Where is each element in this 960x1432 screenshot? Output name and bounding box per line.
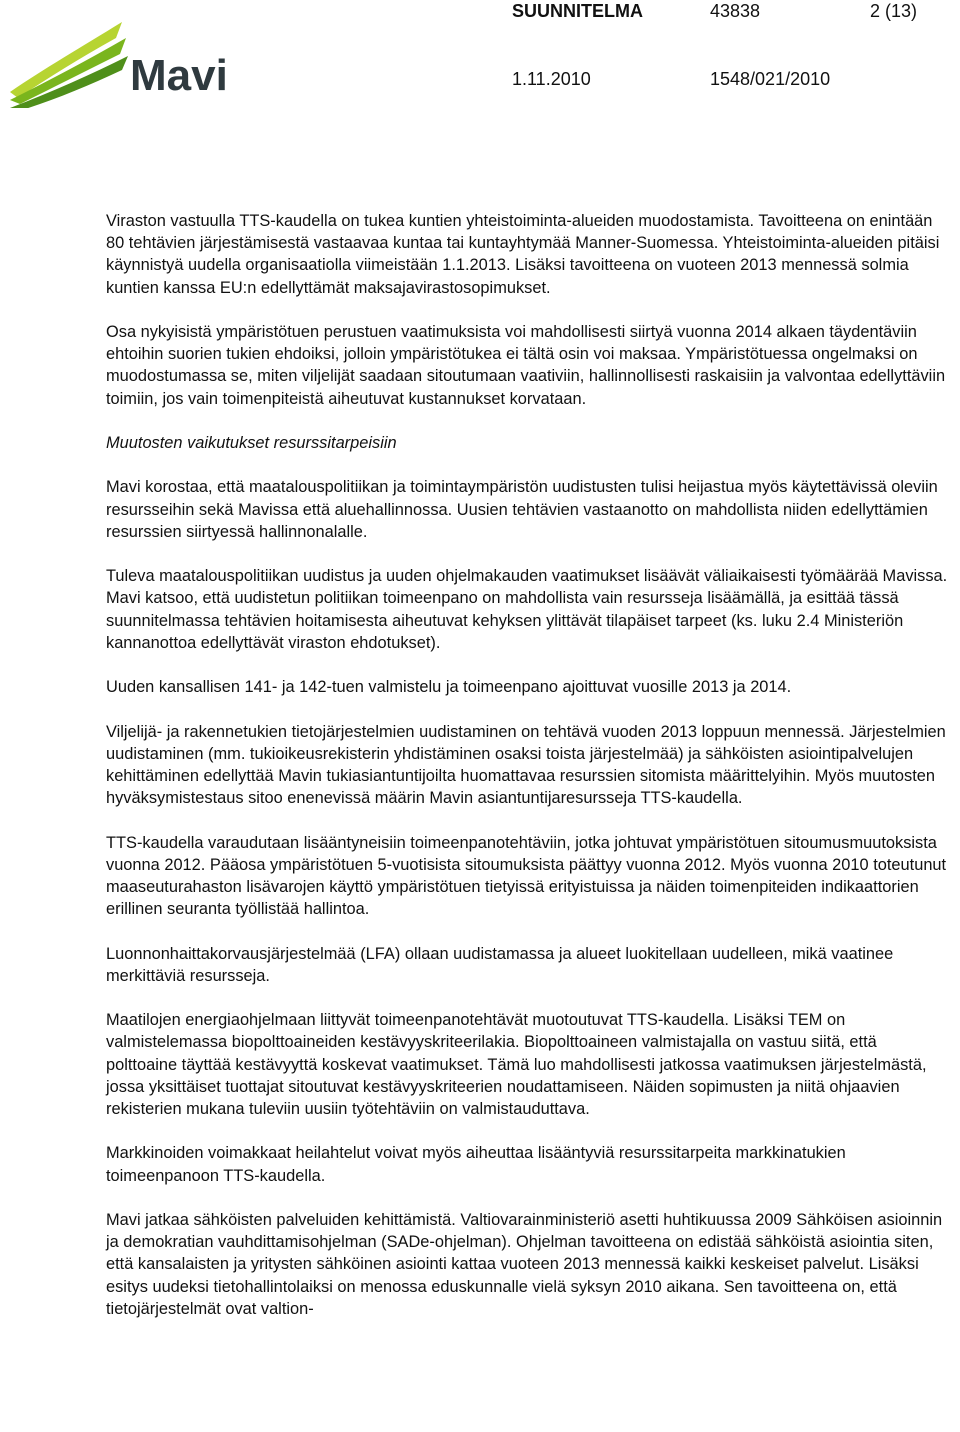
logo-text: Mavi [130, 51, 228, 100]
paragraph: Mavi korostaa, että maatalouspolitiikan ja toimintaympäristön uudistusten tulisi heijastua myös käytettävissä oleviin resursseihin sekä Mavissa että aluehallinnossa. Uusien tehtävien vastaanotto on mahdollista niiden edellyttämien resurssien siirtyessä hallinnonalalle. [106, 478, 938, 541]
document-reference: 1548/021/2010 [710, 69, 831, 89]
paragraph: Maatilojen energiaohjelmaan liittyvät toimeenpanotehtävät muotoutuvat TTS-kaudella. Lisäksi TEM on valmistelemassa biopolttoaineiden kestävyyskriteerilakia. Biopolttoaineen valmistajalla on vastuu siitä, että polttoaine täyttää kestävyyttä koskevat vaatimukset. Tämä luo mahdollisesti jatkossa vaatimuksen järjestelmästä, jossa yksittäiset tuottajat sitoutuvat kestävyyskriteerien noudattamiseen. Näiden sopimusten ja niitä ohjaavien rekisterien mukana tuleviin uusiin työtehtäviin on valmistauduttava. [106, 1011, 927, 1118]
mavi-logo [0, 8, 240, 108]
document-number: 43838 [710, 1, 761, 21]
section-heading: Muutosten vaikutukset resurssitarpeisiin [106, 434, 397, 452]
paragraph: Mavi jatkaa sähköisten palveluiden kehittämistä. Valtiovarainministeriö asetti huhtikuussa 2009 Sähköisen asioinnin ja demokratian vauhdittamisohjelman (SADe-ohjelman). Ohjelman tavoitteena on edistää sähköistä asiointia siten, että kansalaisten ja yritysten sähköinen asiointi kattaa vuoteen 2013 mennessä kaikki keskeiset palvelut. Lisäksi esitys uudeksi tietohallintolaiksi on menossa eduskunnalle vielä syksyn 2010 aikana. Sen tavoitteena on, että tietojärjestelmät ovat valtion- [106, 1210, 943, 1318]
page-number: 2 (13) [870, 1, 918, 21]
document-body [106, 210, 952, 1342]
paragraph: Markkinoiden voimakkaat heilahtelut voivat myös aiheuttaa lisääntyviä resurssitarpeita markkinatukien toimeenpanoon TTS-kaudella. [106, 1144, 846, 1185]
paragraph: Viljelijä- ja rakennetukien tietojärjestelmien uudistaminen on tehtävä vuoden 2013 loppuun mennessä. Järjestelmien uudistaminen (mm. tukioikeusrekisterin yhdistäminen osaksi toista järjestelmää) ja sähköisten asiointipalvelujen kehittäminen edellyttää Mavin tukiasiantuntijoilta huomattavaa resurssien sitomista määrittelyihin. Myös muutosten hyväksymistestaus sitoo enenevissä määrin Mavin asiantuntijaresursseja TTS-kaudella. [106, 722, 946, 808]
paragraph: Tuleva maatalouspolitiikan uudistus ja uuden ohjelmakauden vaatimukset lisäävät väliaikaisesti työmäärää Mavissa. Mavi katsoo, että uudistetun politiikan toimeenpano on mahdollista vain resursseja lisäämällä, ja esittää tässä suunnitelmassa tehtävien hoitamisesta aiheutuvat kehyksen ylittävät tilapäiset tarpeet (ks. luku 2.4 Ministeriön kannanottoa edellyttävät viraston ehdotukset). [106, 567, 948, 652]
document-date: 1.11.2010 [512, 69, 591, 89]
paragraph: Uuden kansallisen 141- ja 142-tuen valmistelu ja toimeenpano ajoittuvat vuosille 2013 ja 2014. [106, 678, 792, 697]
paragraph: Osa nykyisistä ympäristötuen perustuen vaatimuksista voi mahdollisesti siirtyä vuonna 2014 alkaen täydentäviin ehtoihin suorien tukien ehdoiksi, jolloin ympäristötukea ei tältä osin voi maksaa. Ympäristötuessa ongelmaksi on muodostumassa se, miten viljelijät saadaan sitoutumaan vaativiin, hallinnollisesti raskaisiin ja valvontaa edellyttäviin toimiin, jos vain toimenpiteistä aiheutuvat kustannukset korvataan. [106, 323, 946, 408]
paragraph: Luonnonhaittakorvausjärjestelmää (LFA) ollaan uudistamassa ja alueet luokitellaan uudelleen, mikä vaatinee merkittäviä resursseja. [106, 944, 894, 985]
paragraph: Viraston vastuulla TTS-kaudella on tukea kuntien yhteistoiminta-alueiden muodostamista. Tavoitteena on enintään 80 tehtävien järjestämisestä vastaavaa kuntaa tai kuntayhtymää Manner-Suomessa. Yhteistoiminta-alueiden pitäisi käynnistyä uudella organisaatiolla viimeistään 1.1.2013. Lisäksi tavoitteena on vuoteen 2013 mennessä solmia kuntien kanssa EU:n edellyttämät maksajavirastosopimukset. [106, 212, 940, 297]
logo-swoosh-icon [10, 22, 128, 108]
paragraph: TTS-kaudella varaudutaan lisääntyneisiin toimeenpanotehtäviin, jotka johtuvat ympäristötuen sitoumusmuutoksista vuonna 2012. Pääosa ympäristötuen 5-vuotisista sitoumuksista päättyy vuonna 2012. Myös vuonna 2010 toteutunut maaseuturahaston lisävarojen käyttö ympäristötuen tietyissä erityistuissa ja näiden toimenpiteiden indikaattorien erillinen seuranta työllistää hallintoa. [106, 833, 947, 919]
document-type: SUUNNITELMA [512, 1, 643, 21]
